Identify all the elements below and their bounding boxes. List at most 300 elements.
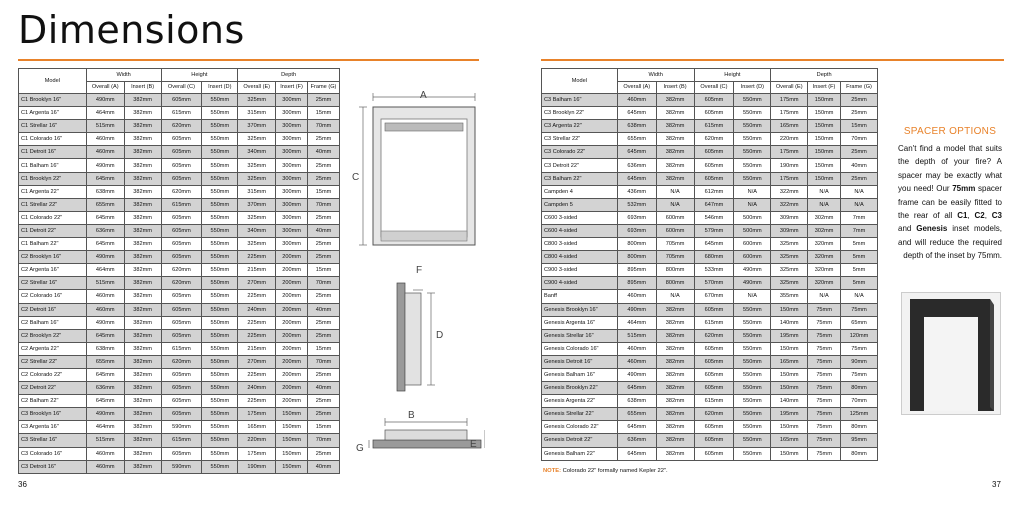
value-cell: 150mm: [808, 146, 841, 159]
value-cell: 382mm: [124, 198, 161, 211]
value-cell: 600mm: [656, 211, 694, 224]
front-view-drawing: [359, 93, 475, 245]
value-cell: 75mm: [808, 303, 841, 316]
value-cell: 550mm: [202, 277, 238, 290]
spacer-options-heading: SPACER OPTIONS: [903, 126, 997, 137]
value-cell: 150mm: [276, 408, 308, 421]
value-cell: 590mm: [161, 460, 202, 473]
value-cell: 325mm: [771, 277, 808, 290]
value-cell: 200mm: [276, 303, 308, 316]
value-cell: 605mm: [694, 421, 734, 434]
spacer-text-part: inset models, and will reduce the required depth of the inset by 75mm.: [898, 224, 1002, 261]
value-cell: 382mm: [124, 368, 161, 381]
value-cell: 460mm: [617, 342, 656, 355]
value-cell: N/A: [808, 198, 841, 211]
value-cell: 382mm: [124, 251, 161, 264]
value-cell: 75mm: [808, 395, 841, 408]
value-cell: 645mm: [617, 382, 656, 395]
value-cell: 175mm: [771, 107, 808, 120]
spacer-text-bold: C1: [957, 211, 968, 221]
value-cell: 382mm: [656, 342, 694, 355]
value-cell: 225mm: [238, 329, 276, 342]
table-row: [19, 146, 340, 159]
value-cell: 382mm: [656, 133, 694, 146]
value-cell: 382mm: [124, 94, 161, 107]
value-cell: 550mm: [734, 146, 771, 159]
value-cell: 605mm: [694, 447, 734, 460]
table-row: [19, 447, 340, 460]
spacer-options-text: [898, 142, 1002, 263]
value-cell: 382mm: [656, 447, 694, 460]
value-cell: 647mm: [694, 198, 734, 211]
dimensions-table-right: [541, 68, 878, 461]
model-cell: C3 Argenta 16": [19, 421, 87, 434]
value-cell: 382mm: [656, 421, 694, 434]
table-row: [542, 329, 878, 342]
value-cell: 200mm: [276, 329, 308, 342]
table-row: [542, 198, 878, 211]
value-cell: 460mm: [86, 303, 124, 316]
model-cell: C2 Colorado 22": [19, 368, 87, 381]
value-cell: 150mm: [276, 434, 308, 447]
value-cell: 550mm: [202, 224, 238, 237]
model-cell: C3 Argenta 22": [542, 120, 618, 133]
value-cell: N/A: [734, 290, 771, 303]
table-body-left: [19, 94, 340, 474]
value-cell: 382mm: [656, 146, 694, 159]
value-cell: 40mm: [841, 159, 878, 172]
value-cell: 80mm: [841, 447, 878, 460]
value-cell: 15mm: [841, 120, 878, 133]
value-cell: 325mm: [771, 264, 808, 277]
value-cell: 615mm: [161, 198, 202, 211]
value-cell: 655mm: [86, 198, 124, 211]
value-cell: 340mm: [238, 146, 276, 159]
value-cell: 370mm: [238, 198, 276, 211]
value-cell: 200mm: [276, 368, 308, 381]
value-cell: 490mm: [617, 303, 656, 316]
table-row: [19, 421, 340, 434]
model-cell: C1 Balham 16": [19, 159, 87, 172]
value-cell: 382mm: [656, 172, 694, 185]
top-view-drawing: [369, 418, 485, 448]
value-cell: 70mm: [308, 277, 340, 290]
value-cell: 620mm: [161, 355, 202, 368]
table-row: [19, 395, 340, 408]
value-cell: 25mm: [308, 211, 340, 224]
model-cell: C1 Detroit 22": [19, 224, 87, 237]
value-cell: 300mm: [276, 172, 308, 185]
table-row: [542, 421, 878, 434]
header-model: Model: [19, 69, 87, 94]
value-cell: 150mm: [771, 342, 808, 355]
table-row: [542, 368, 878, 381]
value-cell: 382mm: [124, 185, 161, 198]
value-cell: 550mm: [734, 107, 771, 120]
value-cell: 382mm: [124, 238, 161, 251]
value-cell: 320mm: [808, 251, 841, 264]
value-cell: 605mm: [694, 434, 734, 447]
value-cell: 605mm: [694, 94, 734, 107]
value-cell: 25mm: [308, 329, 340, 342]
value-cell: 460mm: [86, 133, 124, 146]
value-cell: 550mm: [734, 434, 771, 447]
value-cell: 300mm: [276, 238, 308, 251]
value-cell: 200mm: [276, 382, 308, 395]
value-cell: 175mm: [771, 172, 808, 185]
value-cell: 605mm: [161, 224, 202, 237]
model-cell: C1 Colorado 22": [19, 211, 87, 224]
model-cell: C2 Balham 22": [19, 395, 87, 408]
header-overall-c: Overall (C): [161, 81, 202, 94]
table-row: [542, 382, 878, 395]
value-cell: 550mm: [734, 316, 771, 329]
value-cell: 270mm: [238, 355, 276, 368]
value-cell: 75mm: [808, 329, 841, 342]
value-cell: 225mm: [238, 395, 276, 408]
value-cell: 705mm: [656, 238, 694, 251]
value-cell: 382mm: [656, 303, 694, 316]
model-cell: C600 3-sided: [542, 211, 618, 224]
model-cell: C900 3-sided: [542, 264, 618, 277]
value-cell: 550mm: [202, 251, 238, 264]
model-cell: Genesis Brooklyn 22": [542, 382, 618, 395]
table-row: [19, 368, 340, 381]
value-cell: 655mm: [86, 355, 124, 368]
value-cell: 175mm: [771, 146, 808, 159]
value-cell: 550mm: [734, 120, 771, 133]
value-cell: 382mm: [124, 421, 161, 434]
spacer-text-bold: C3: [991, 211, 1002, 221]
value-cell: 605mm: [694, 355, 734, 368]
value-cell: 464mm: [86, 421, 124, 434]
value-cell: 550mm: [202, 94, 238, 107]
value-cell: 800mm: [656, 277, 694, 290]
value-cell: 120mm: [841, 329, 878, 342]
value-cell: 75mm: [808, 447, 841, 460]
value-cell: N/A: [656, 185, 694, 198]
value-cell: 25mm: [308, 238, 340, 251]
value-cell: 190mm: [238, 460, 276, 473]
value-cell: 75mm: [841, 342, 878, 355]
header-insert-f: Insert (F): [808, 81, 841, 94]
table-row: [542, 94, 878, 107]
value-cell: 200mm: [276, 290, 308, 303]
value-cell: 550mm: [202, 120, 238, 133]
value-cell: 75mm: [808, 382, 841, 395]
value-cell: 25mm: [308, 251, 340, 264]
value-cell: 75mm: [841, 368, 878, 381]
value-cell: 636mm: [617, 434, 656, 447]
value-cell: 5mm: [841, 251, 878, 264]
model-cell: C3 Strellar 22": [542, 133, 618, 146]
value-cell: 615mm: [161, 342, 202, 355]
table-row: [542, 251, 878, 264]
value-cell: 225mm: [238, 251, 276, 264]
value-cell: 800mm: [617, 251, 656, 264]
header-overall-a: Overall (A): [617, 81, 656, 94]
header-insert-f: Insert (F): [276, 81, 308, 94]
value-cell: 460mm: [86, 447, 124, 460]
value-cell: 579mm: [694, 224, 734, 237]
value-cell: 550mm: [202, 342, 238, 355]
table-row: [542, 434, 878, 447]
value-cell: 550mm: [202, 408, 238, 421]
spacer-text-part: Can't find a model that suits the depth of your fire? A spacer may be exactly what you need! Our: [898, 144, 1002, 194]
value-cell: 550mm: [202, 460, 238, 473]
table-row: [542, 238, 878, 251]
value-cell: 550mm: [202, 185, 238, 198]
header-insert-d: Insert (D): [202, 81, 238, 94]
value-cell: 550mm: [202, 211, 238, 224]
header-insert-d: Insert (D): [734, 81, 771, 94]
value-cell: 693mm: [617, 224, 656, 237]
value-cell: 225mm: [238, 316, 276, 329]
value-cell: 25mm: [308, 290, 340, 303]
model-cell: C800 4-sided: [542, 251, 618, 264]
value-cell: N/A: [808, 290, 841, 303]
value-cell: 90mm: [841, 355, 878, 368]
value-cell: 620mm: [161, 264, 202, 277]
value-cell: N/A: [734, 185, 771, 198]
table-row: [19, 342, 340, 355]
value-cell: 25mm: [841, 107, 878, 120]
value-cell: 645mm: [86, 368, 124, 381]
value-cell: 638mm: [86, 185, 124, 198]
value-cell: 638mm: [617, 120, 656, 133]
table-row: [542, 290, 878, 303]
value-cell: 25mm: [308, 159, 340, 172]
model-cell: C2 Brooklyn 16": [19, 251, 87, 264]
value-cell: 300mm: [276, 120, 308, 133]
value-cell: 382mm: [124, 460, 161, 473]
value-cell: 7mm: [841, 224, 878, 237]
dim-label-c: C: [352, 172, 360, 183]
value-cell: 355mm: [771, 290, 808, 303]
value-cell: 620mm: [694, 329, 734, 342]
value-cell: 532mm: [617, 198, 656, 211]
table-row: [19, 408, 340, 421]
value-cell: 150mm: [276, 421, 308, 434]
value-cell: 382mm: [124, 277, 161, 290]
value-cell: 645mm: [617, 172, 656, 185]
value-cell: 165mm: [771, 434, 808, 447]
model-cell: C2 Strellar 22": [19, 355, 87, 368]
value-cell: 550mm: [202, 316, 238, 329]
value-cell: 25mm: [308, 447, 340, 460]
value-cell: 382mm: [656, 316, 694, 329]
value-cell: 605mm: [161, 382, 202, 395]
value-cell: 300mm: [276, 211, 308, 224]
value-cell: 382mm: [124, 355, 161, 368]
model-cell: C3 Detroit 16": [19, 460, 87, 473]
value-cell: 70mm: [841, 133, 878, 146]
value-cell: 382mm: [656, 408, 694, 421]
model-cell: C2 Detroit 16": [19, 303, 87, 316]
value-cell: 550mm: [202, 159, 238, 172]
table-row: [19, 224, 340, 237]
header-insert-b: Insert (B): [656, 81, 694, 94]
value-cell: 70mm: [308, 355, 340, 368]
model-cell: Genesis Colorado 22": [542, 421, 618, 434]
value-cell: 65mm: [841, 316, 878, 329]
value-cell: 550mm: [202, 382, 238, 395]
model-cell: C900 4-sided: [542, 277, 618, 290]
value-cell: N/A: [734, 198, 771, 211]
table-row: [19, 303, 340, 316]
model-cell: Banff: [542, 290, 618, 303]
value-cell: 150mm: [771, 447, 808, 460]
value-cell: 490mm: [86, 159, 124, 172]
table-row: [19, 434, 340, 447]
spacer-text-part: ,: [967, 211, 975, 221]
value-cell: 550mm: [734, 133, 771, 146]
value-cell: 300mm: [276, 146, 308, 159]
value-cell: 7mm: [841, 211, 878, 224]
value-cell: 300mm: [276, 185, 308, 198]
value-cell: 464mm: [86, 264, 124, 277]
value-cell: 382mm: [124, 211, 161, 224]
table-row: [19, 198, 340, 211]
value-cell: 490mm: [86, 408, 124, 421]
model-cell: C1 Colorado 16": [19, 133, 87, 146]
value-cell: 550mm: [202, 368, 238, 381]
value-cell: 150mm: [771, 421, 808, 434]
dim-label-g: G: [356, 443, 364, 454]
value-cell: 645mm: [694, 238, 734, 251]
value-cell: 270mm: [238, 277, 276, 290]
value-cell: 382mm: [124, 342, 161, 355]
value-cell: 645mm: [86, 329, 124, 342]
value-cell: 300mm: [276, 198, 308, 211]
value-cell: 382mm: [124, 224, 161, 237]
value-cell: 550mm: [202, 107, 238, 120]
table-row: [542, 185, 878, 198]
value-cell: 150mm: [771, 368, 808, 381]
value-cell: 605mm: [694, 342, 734, 355]
model-cell: C2 Balham 16": [19, 316, 87, 329]
value-cell: 40mm: [308, 224, 340, 237]
value-cell: 40mm: [308, 146, 340, 159]
model-cell: C1 Brooklyn 16": [19, 94, 87, 107]
value-cell: 382mm: [124, 120, 161, 133]
value-cell: 15mm: [308, 342, 340, 355]
value-cell: 25mm: [308, 408, 340, 421]
value-cell: 550mm: [202, 290, 238, 303]
table-row: [542, 146, 878, 159]
spacer-text-bold: Genesis: [916, 224, 948, 234]
value-cell: 550mm: [202, 172, 238, 185]
model-cell: Genesis Detroit 16": [542, 355, 618, 368]
header-frame-g: Frame (G): [308, 81, 340, 94]
value-cell: 140mm: [771, 316, 808, 329]
value-cell: 200mm: [276, 395, 308, 408]
value-cell: 490mm: [734, 277, 771, 290]
side-view-drawing: [397, 283, 435, 391]
table-row: [19, 251, 340, 264]
value-cell: 325mm: [771, 251, 808, 264]
value-cell: 125mm: [841, 408, 878, 421]
value-cell: 605mm: [694, 303, 734, 316]
model-cell: Campden 5: [542, 198, 618, 211]
model-cell: Genesis Detroit 22": [542, 434, 618, 447]
model-cell: C1 Brooklyn 22": [19, 172, 87, 185]
table-row: [19, 107, 340, 120]
value-cell: 382mm: [656, 434, 694, 447]
value-cell: 382mm: [656, 368, 694, 381]
value-cell: 75mm: [808, 342, 841, 355]
value-cell: 220mm: [771, 133, 808, 146]
value-cell: 605mm: [161, 329, 202, 342]
value-cell: 75mm: [841, 303, 878, 316]
value-cell: 165mm: [771, 120, 808, 133]
value-cell: 325mm: [238, 211, 276, 224]
value-cell: 600mm: [656, 224, 694, 237]
table-row: [19, 316, 340, 329]
value-cell: 605mm: [161, 303, 202, 316]
value-cell: 175mm: [238, 408, 276, 421]
value-cell: 490mm: [86, 94, 124, 107]
value-cell: 40mm: [308, 460, 340, 473]
dim-label-d: D: [436, 330, 444, 341]
value-cell: 95mm: [841, 434, 878, 447]
value-cell: 315mm: [238, 107, 276, 120]
value-cell: 382mm: [124, 146, 161, 159]
value-cell: 200mm: [276, 277, 308, 290]
value-cell: 75mm: [808, 368, 841, 381]
table-row: [542, 408, 878, 421]
value-cell: 150mm: [771, 382, 808, 395]
value-cell: 620mm: [161, 185, 202, 198]
value-cell: 150mm: [771, 303, 808, 316]
value-cell: 550mm: [734, 395, 771, 408]
value-cell: 5mm: [841, 238, 878, 251]
model-cell: C1 Strellar 22": [19, 198, 87, 211]
value-cell: 382mm: [124, 264, 161, 277]
dim-label-b: B: [408, 410, 415, 421]
value-cell: 200mm: [276, 342, 308, 355]
value-cell: 382mm: [124, 107, 161, 120]
value-cell: 490mm: [86, 251, 124, 264]
value-cell: 215mm: [238, 264, 276, 277]
value-cell: 550mm: [202, 447, 238, 460]
value-cell: 382mm: [656, 382, 694, 395]
value-cell: 382mm: [124, 408, 161, 421]
value-cell: 800mm: [617, 238, 656, 251]
value-cell: 895mm: [617, 277, 656, 290]
value-cell: 605mm: [694, 172, 734, 185]
value-cell: 645mm: [86, 238, 124, 251]
model-cell: C3 Colorado 16": [19, 447, 87, 460]
value-cell: 15mm: [308, 264, 340, 277]
value-cell: 605mm: [694, 107, 734, 120]
value-cell: 605mm: [161, 238, 202, 251]
value-cell: 175mm: [238, 447, 276, 460]
spacer-text-part: ,: [984, 211, 992, 221]
value-cell: 670mm: [694, 290, 734, 303]
value-cell: 382mm: [656, 107, 694, 120]
value-cell: 550mm: [202, 133, 238, 146]
value-cell: 75mm: [808, 408, 841, 421]
value-cell: 150mm: [808, 107, 841, 120]
header-width: Width: [617, 69, 694, 82]
value-cell: N/A: [841, 198, 878, 211]
value-cell: 615mm: [694, 316, 734, 329]
value-cell: 460mm: [86, 460, 124, 473]
value-cell: 70mm: [841, 395, 878, 408]
value-cell: 150mm: [276, 460, 308, 473]
value-cell: 5mm: [841, 264, 878, 277]
